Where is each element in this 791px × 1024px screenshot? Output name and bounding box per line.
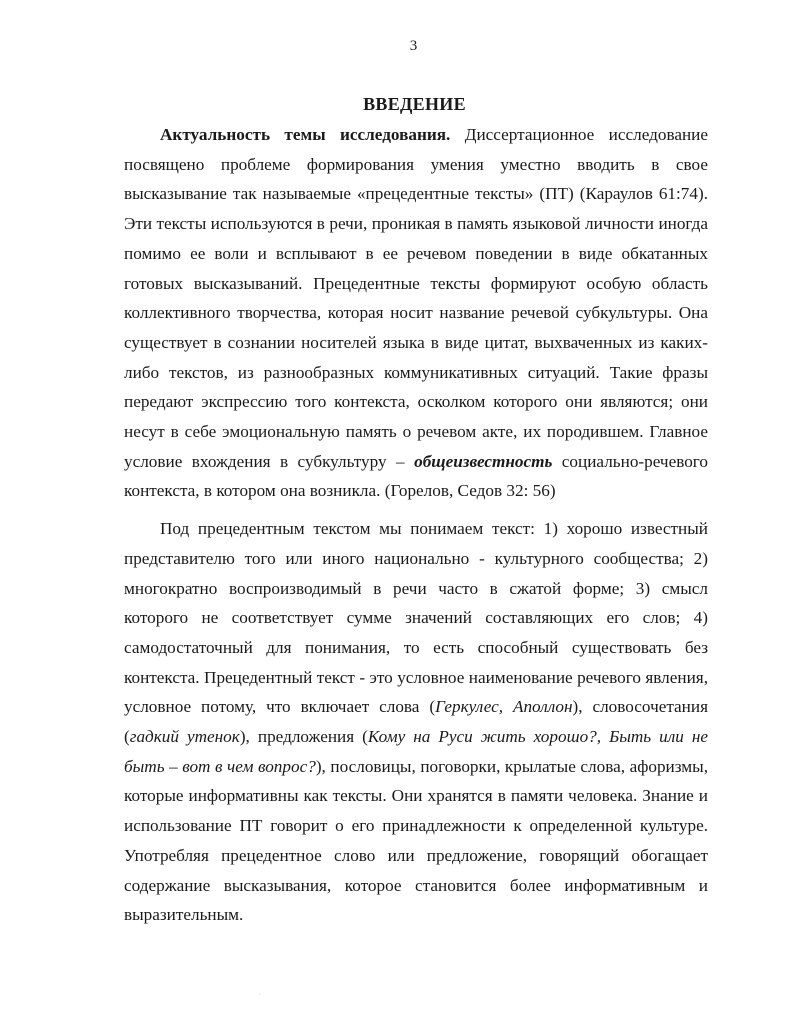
paragraph-relevance [124,120,708,506]
paragraph-text: Под прецедентным текстом мы понимаем текст: 1) хорошо известный представителю того или иного национально - культурного сообщества; 2) многократно воспроизводимый в речи часто в сжатой форме; 3) смысл которого не соответствует сумме значений составляющих его слов; 4) самодостаточный для понимания, то есть способный существовать без контекста. Прецедентный текст - это условное наименование речевого явления, условное потому, что включает слова ( [124,519,708,717]
italic-example: Геркулес, Аполлон [435,697,573,717]
paragraph-text: Диссертационное исследование посвящено проблеме формирования умения уместно вводить в свое высказывание так называемые «прецедентные тексты» (ПТ) (Караулов 61:74). Эти тексты используются в речи, проникая в память языковой личности иногда помимо ее воли и всплывают в ее речевом поведении в виде обкатанных готовых высказываний. Прецедентные тексты формируют особую область коллективного творчества, которая носит название речевой субкультуры. Она существует в сознании носителей языка в виде цитат, выхваченных из каких-либо текстов, из разнообразных коммуникативных ситуаций. Такие фразы передают экспрессию того контекста, осколком которого они являются; они несут в себе эмоциональную память о речевом акте, их породившем. Главное условие вхождения в субкультуру – [124,125,709,471]
body-text [124,120,708,930]
section-heading: ВВЕДЕНИЕ [363,94,466,114]
paragraph-text: ), словосочетания ( [124,697,708,747]
paragraph-definition [124,514,708,930]
paragraph-text: ), предложения ( [239,727,368,747]
paragraph-lead-bold: Актуальность темы исследования. [160,125,451,144]
italic-example: гадкий утенок [129,727,240,747]
paragraph-text: ), пословицы, поговорки, крылатые слова, афоризмы, которые информативны как тексты. Они хранятся в памяти человека. Знание и использование ПТ говорит о его принадлежности к определенной культуре. Употребляя прецедентное слово или предложение, говорящий обогащает содержание высказывания, которое становится более информативным и выразительным. [124,756,709,925]
italic-example: Кому на Руси жить хорошо?, Быть или не быть – вот в чем вопрос? [124,727,708,776]
page-number: 3 [409,38,418,54]
paragraph-text: социально-речевого контекста, в котором она возникла. (Горелов, Седов 32: 56) [124,451,709,501]
scan-speck: · [258,990,261,999]
emphasis-term: общеизвестность [414,451,553,471]
